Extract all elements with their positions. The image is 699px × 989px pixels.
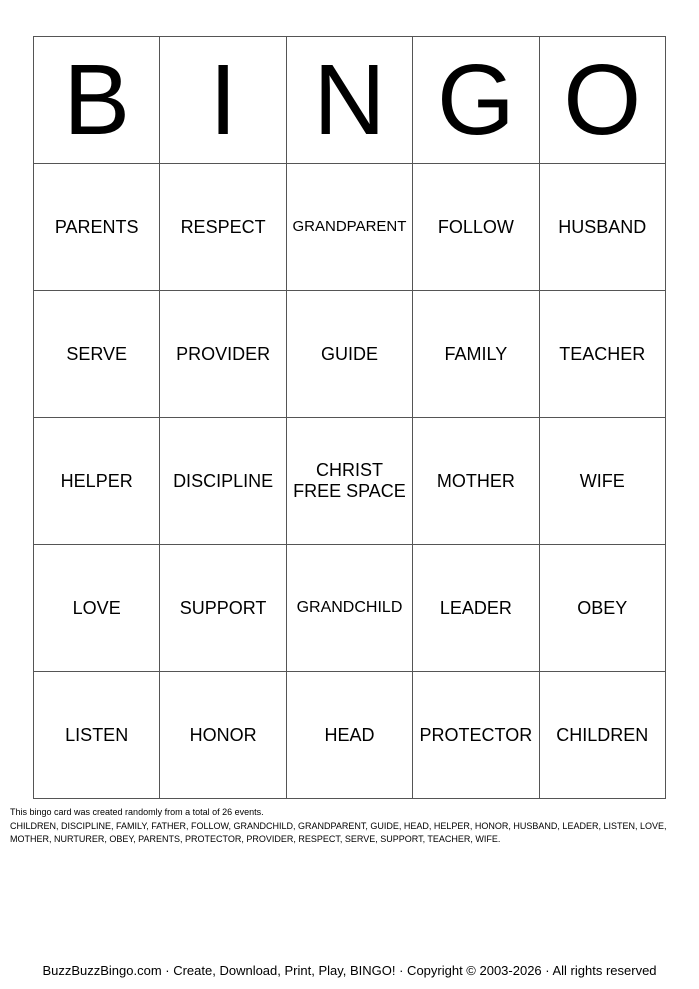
grid-cell (286, 545, 412, 672)
grid-cell (34, 164, 160, 291)
grid-row (34, 164, 666, 291)
grid-cell (160, 672, 286, 799)
grid-cell (160, 164, 286, 291)
header-letter: O (563, 44, 642, 156)
grid-row (34, 418, 666, 545)
grid-cell (413, 291, 539, 418)
grid-row (34, 672, 666, 799)
cell-text: SERVE (66, 343, 128, 364)
cell-text: WIFE (579, 470, 625, 491)
grid-cell (160, 291, 286, 418)
cell-text: OBEY (577, 597, 628, 618)
grid-row (34, 545, 666, 672)
grid-cell (34, 291, 160, 418)
cell-text: PROTECTOR (419, 724, 533, 745)
cell-text: HUSBAND (558, 216, 647, 237)
header-letter: G (436, 44, 515, 156)
grid-cell (160, 418, 286, 545)
cell-text: LOVE (72, 597, 121, 618)
header-cell-i (160, 37, 286, 164)
info-intro: This bingo card was created randomly from a total of 26 events. (10, 807, 264, 817)
header-letter: N (313, 44, 386, 156)
grid-cell (413, 164, 539, 291)
cell-text: GRANDCHILD (296, 598, 403, 616)
cell-text: DISCIPLINE (173, 470, 274, 491)
grid-cell (286, 291, 412, 418)
grid-cell (413, 672, 539, 799)
grid-cell (34, 545, 160, 672)
header-row (34, 37, 666, 164)
free-space-cell (286, 418, 412, 545)
cell-text: HONOR (189, 724, 257, 745)
cell-text: LISTEN (65, 724, 129, 745)
cell-text: HELPER (60, 470, 133, 491)
grid-cell (413, 545, 539, 672)
header-cell-o (539, 37, 665, 164)
footer-text: BuzzBuzzBingo.com · Create, Download, Print, Play, BINGO! · Copyright © 2003-2026 · All rights reserved (42, 963, 657, 978)
grid-cell (34, 418, 160, 545)
grid-cell (539, 418, 665, 545)
free-space-text: CHRIST FREE SPACE (293, 460, 406, 501)
grid-cell (34, 672, 160, 799)
cell-text: SUPPORT (179, 597, 267, 618)
cell-text: PROVIDER (176, 343, 271, 364)
header-letter: I (209, 44, 237, 156)
cell-text: CHILDREN (556, 724, 649, 745)
cell-text: LEADER (439, 597, 512, 618)
cell-text: FOLLOW (437, 216, 514, 237)
header-cell-b (34, 37, 160, 164)
cell-text: GUIDE (320, 343, 378, 364)
grid-row (34, 291, 666, 418)
card-info (10, 806, 690, 847)
grid-cell (286, 672, 412, 799)
cell-text: GRANDPARENT (292, 218, 407, 236)
grid-cell (413, 418, 539, 545)
cell-text: RESPECT (180, 216, 266, 237)
cell-text: TEACHER (559, 343, 646, 364)
grid-cell (286, 164, 412, 291)
header-cell-n (286, 37, 412, 164)
grid-cell (539, 545, 665, 672)
grid-cell (539, 291, 665, 418)
bingo-card (33, 36, 666, 799)
info-events-list: CHILDREN, DISCIPLINE, FAMILY, FATHER, FOLLOW, GRANDCHILD, GRANDPARENT, GUIDE, HEAD, HELPER, HONOR, HUSBAND, LEADER, LISTEN, LOVE, MOTHER, NURTURER, OBEY, PARENTS, PROTECTOR, PROVIDER, RESPECT, SERVE, SUPPORT, TEACHER, WIFE. (10, 820, 667, 844)
cell-text: FAMILY (444, 343, 508, 364)
cell-text: MOTHER (436, 470, 515, 491)
cell-text: PARENTS (54, 216, 139, 237)
grid-cell (539, 164, 665, 291)
header-cell-g (413, 37, 539, 164)
grid-cell (539, 672, 665, 799)
grid-cell (160, 545, 286, 672)
cell-text: HEAD (324, 724, 375, 745)
header-letter: B (63, 44, 131, 156)
